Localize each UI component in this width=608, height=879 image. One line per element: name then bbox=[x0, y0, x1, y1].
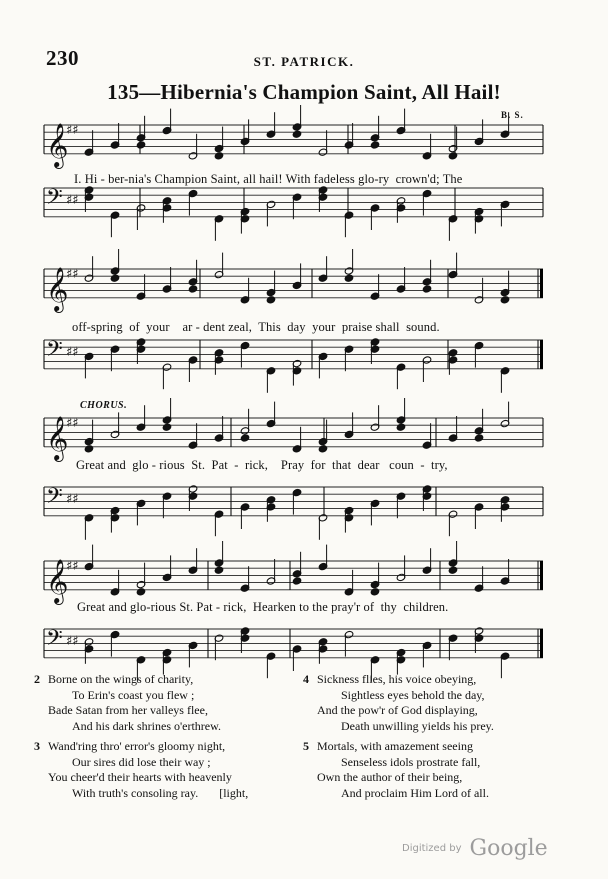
verse-line: And the pow'r of God displaying, bbox=[317, 703, 478, 718]
lyric-line-2: off-spring of your ar - dent zeal, This day your praise shall sound. bbox=[72, 320, 440, 334]
key-signature-sharps-icon: ♯♯ bbox=[66, 267, 79, 282]
digitized-by-google-watermark bbox=[402, 836, 548, 861]
verse-4 bbox=[303, 672, 494, 734]
verse-number: 4 bbox=[303, 672, 309, 686]
verse-line: And his dark shrines o'erthrew. bbox=[72, 718, 222, 733]
notehead bbox=[292, 130, 302, 138]
page-number: 230 bbox=[46, 46, 79, 70]
notehead bbox=[448, 152, 458, 160]
verse-line: And proclaim Him Lord of all. bbox=[341, 785, 489, 800]
notehead bbox=[266, 296, 276, 304]
verse-3 bbox=[34, 739, 249, 801]
notehead bbox=[136, 588, 146, 596]
treble-clef-icon: 𝄞 bbox=[46, 558, 69, 603]
composer-credit: B. S. bbox=[501, 110, 524, 120]
running-head: ST. PATRICK. bbox=[253, 54, 355, 69]
notehead bbox=[370, 141, 380, 149]
treble-clef-icon: 𝄞 bbox=[46, 266, 69, 311]
key-signature-sharps-icon: ♯♯ bbox=[66, 559, 79, 574]
notehead bbox=[136, 141, 146, 149]
verse-line: You cheer'd their hearts with heavenly bbox=[48, 770, 232, 785]
notehead bbox=[422, 285, 432, 293]
verse-line: With truth's consoling ray. [light, bbox=[72, 785, 249, 800]
notehead bbox=[214, 566, 224, 574]
notehead bbox=[84, 445, 94, 453]
notehead bbox=[188, 285, 198, 293]
notehead bbox=[240, 434, 250, 442]
key-signature-sharps-icon: ♯♯ bbox=[66, 416, 79, 431]
notehead bbox=[162, 423, 172, 431]
chorus-label: CHORUS. bbox=[80, 400, 128, 411]
verse-line: Bade Satan from her valleys flee, bbox=[48, 703, 208, 718]
verse-line: Borne on the wings of charity, bbox=[48, 672, 194, 686]
verse-2 bbox=[34, 672, 222, 734]
notehead bbox=[474, 434, 484, 442]
notehead bbox=[110, 274, 120, 282]
key-signature-sharps-icon: ♯♯ bbox=[66, 123, 79, 138]
verse-line: Wand'ring thro' error's gloomy night, bbox=[48, 739, 226, 753]
notehead bbox=[500, 296, 510, 304]
bass-clef-icon: 𝄢 bbox=[46, 484, 63, 514]
google-logo: Google bbox=[469, 836, 548, 861]
key-signature-sharps-icon: ♯♯ bbox=[66, 345, 79, 360]
notehead bbox=[396, 423, 406, 431]
key-signature-sharps-icon: ♯♯ bbox=[66, 634, 79, 649]
watermark-prefix: Digitized by bbox=[402, 843, 462, 854]
notehead bbox=[214, 152, 224, 160]
verse-5 bbox=[303, 739, 489, 801]
lyric-line-3: Great and glo - rious St. Pat - rick, Pray for that dear coun - try, bbox=[76, 458, 448, 472]
lyric-line-1: I. Hi - ber-nia's Champion Saint, all hail! With fadeless glo-ry crown'd; The bbox=[74, 172, 463, 186]
key-signature-sharps-icon: ♯♯ bbox=[66, 193, 79, 208]
notehead bbox=[344, 274, 354, 282]
bass-clef-icon: 𝄢 bbox=[46, 626, 63, 656]
key-signature-sharps-icon: ♯♯ bbox=[66, 492, 79, 507]
verse-line: To Erin's coast you flew ; bbox=[72, 687, 195, 702]
verse-line: Death unwilling yields his prey. bbox=[341, 718, 494, 733]
verse-line: Our sires did lose their way ; bbox=[72, 754, 211, 769]
notehead bbox=[448, 566, 458, 574]
hymn-title: 135—Hibernia's Champion Saint, All Hail! bbox=[107, 80, 501, 104]
bass-clef-icon: 𝄢 bbox=[46, 337, 63, 367]
notehead bbox=[370, 588, 380, 596]
notehead bbox=[318, 445, 328, 453]
notehead bbox=[292, 577, 302, 585]
verse-line: Sightless eyes behold the day, bbox=[341, 687, 485, 702]
verse-line: Senseless idols prostrate fall, bbox=[341, 754, 481, 769]
bass-clef-icon: 𝄢 bbox=[46, 185, 63, 215]
verse-line: Sickness flies, his voice obeying, bbox=[317, 672, 477, 686]
verse-line: Own the author of their being, bbox=[317, 770, 463, 785]
verse-line: Mortals, with amazement seeing bbox=[317, 739, 473, 753]
verse-number: 5 bbox=[303, 739, 309, 753]
verse-number: 3 bbox=[34, 739, 40, 753]
treble-clef-icon: 𝄞 bbox=[46, 122, 69, 167]
lyric-line-4: Great and glo-rious St. Pat - rick, Hearken to the pray'r of thy children. bbox=[77, 600, 449, 614]
verse-number: 2 bbox=[34, 672, 40, 686]
treble-clef-icon: 𝄞 bbox=[46, 415, 69, 460]
